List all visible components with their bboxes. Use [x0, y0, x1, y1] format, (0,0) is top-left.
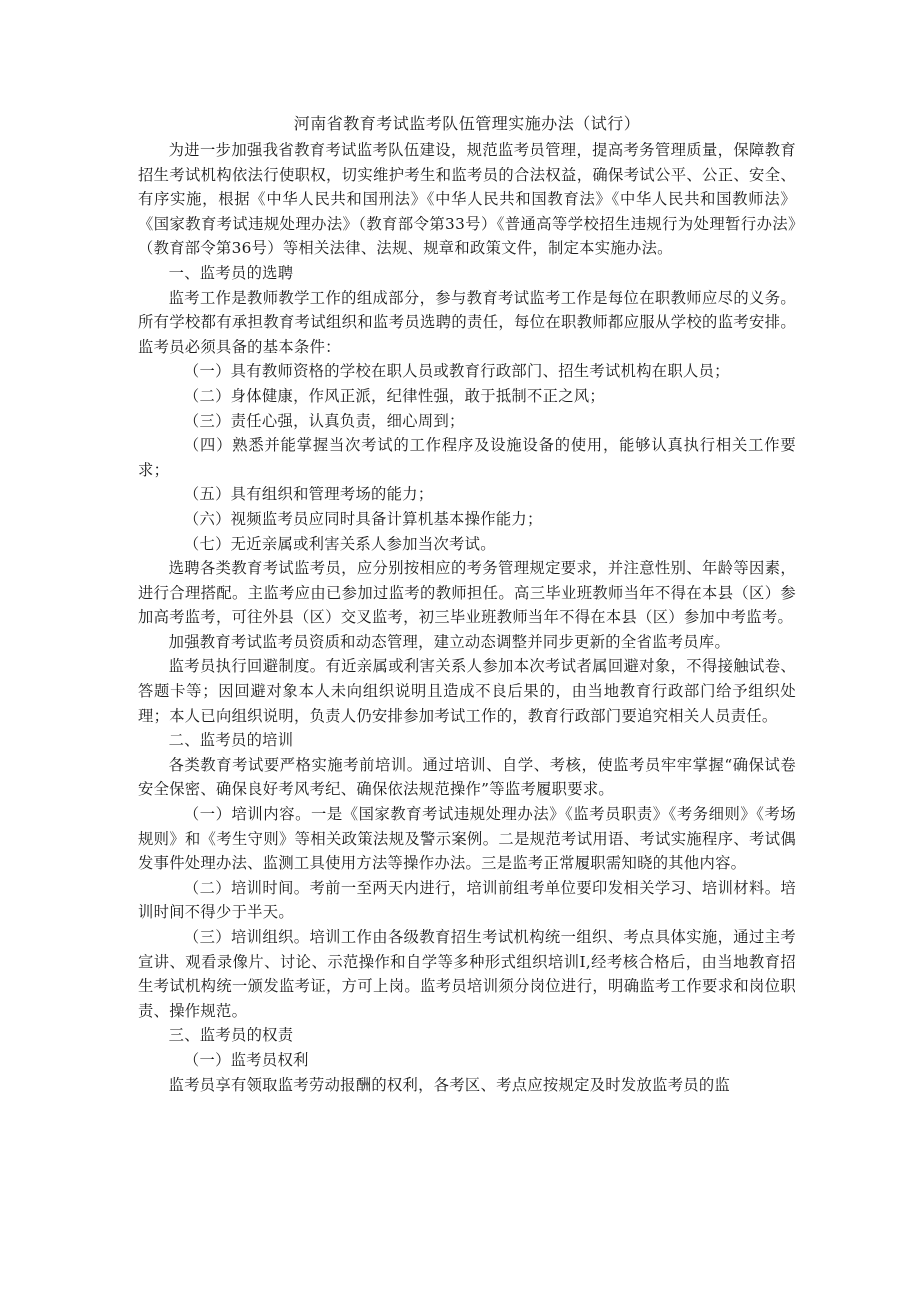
paragraph: 加强教育考试监考员资质和动态管理，建立动态调整并同步更新的全省监考员库。: [168, 632, 731, 651]
document-title: 河南省教育考试监考队伍管理实施办法（试行）: [293, 114, 641, 133]
list-item: （六）视频监考员应同时具备计算机基本操作能力；: [183, 509, 543, 528]
intro-paragraph: 为进一步加强我省教育考试监考队伍建设，规范监考员管理，提高考务管理质量，保障教育招生考试机构依法行使职权，切实维护考生和监考员的合法权益，确保考试公平、公正、安全、有序实施，根据《中华人民共和国刑法》《中华人民共和国教育法》《中华人民共和国教师法》《国家教育考试违规处理办法》（教育部令第33号）《普通高等学校招生违规行为处理暂行办法》（教育部令第36号）等相关法律、法规、规章和政策文件，制定本实施办法。: [138, 141, 796, 258]
list-item: （七）无近亲属或利害关系人参加当次考试。: [183, 534, 496, 553]
list-item: （一）培训内容。一是《国家教育考试违规处理办法》《监考员职责》《考务细则》《考场规则》和《考生守则》等相关政策法规及警示案例。二是规范考试用语、考试实施程序、考试偶发事件处理办法、监测工具使用方法等操作办法。三是监考正常履职需知晓的其他内容。: [138, 805, 796, 873]
list-item: （三）培训组织。培训工作由各级教育招生考试机构统一组织、考点具体实施，通过主考宣讲、观看录像片、讨论、示范操作和自学等多种形式组织培训I,经考核合格后，由当地教育招生考试机构统一颁发监考证，方可上岗。监考员培训须分岗位进行，明确监考工作要求和岗位职责、操作规范。: [138, 928, 796, 1020]
list-item: （三）责任心强，认真负责，细心周到；: [183, 411, 465, 430]
list-item: （二）身体健康，作风正派，纪律性强，敢于抵制不正之风；: [183, 386, 606, 405]
paragraph: 各类教育考试要严格实施考前培训。通过培训、自学、考核，使监考员牢牢掌握“确保试卷安全保密、确保良好考风考纪、确保依法规范操作”等监考履职要求。: [138, 755, 796, 799]
paragraph: 监考工作是教师教学工作的组成部分，参与教育考试监考工作是每位在职教师应尽的义务。所有学校都有承担教育考试组织和监考员选聘的责任，每位在职教师都应服从学校的监考安排。监考员必须具备的基本条件：: [138, 288, 796, 356]
list-item: （二）培训时间。考前一至两天内进行，培训前组考单位要印发相关学习、培训材料。培训时间不得少于半天。: [138, 878, 796, 922]
list-item: （五）具有组织和管理考场的能力；: [183, 485, 434, 504]
list-item: （四）熟悉并能掌握当次考试的工作程序及设施设备的使用，能够认真执行相关工作要求；: [138, 436, 796, 479]
subsection-heading: （一）监考员权利: [183, 1050, 309, 1069]
section-heading-rights: 三、监考员的权责: [168, 1026, 294, 1045]
paragraph: 监考员执行回避制度。有近亲属或利害关系人参加本次考试者属回避对象，不得接触试卷、答题卡等；因回避对象本人未向组织说明且造成不良后果的，由当地教育行政部门给予组织处理；本人已向组织说明，负责人仍安排参加考试工作的，教育行政部门要追究相关人员责任。: [138, 657, 796, 725]
document-page: [138, 112, 796, 1097]
section-heading-selection: 一、监考员的选聘: [168, 263, 294, 282]
section-heading-training: 二、监考员的培训: [168, 731, 294, 750]
list-item: （一）具有教师资格的学校在职人员或教育行政部门、招生考试机构在职人员；: [183, 362, 730, 381]
paragraph: 选聘各类教育考试监考员，应分别按相应的考务管理规定要求，并注意性别、年龄等因素，进行合理搭配。主监考应由已参加过监考的教师担任。高三毕业班教师当年不得在本县（区）参加高考监考，可往外县（区）交叉监考，初三毕业班教师当年不得在本县（区）参加中考监考。: [138, 559, 796, 627]
paragraph: 监考员享有领取监考劳动报酬的权利，各考区、考点应按规定及时发放监考员的监: [168, 1075, 731, 1094]
